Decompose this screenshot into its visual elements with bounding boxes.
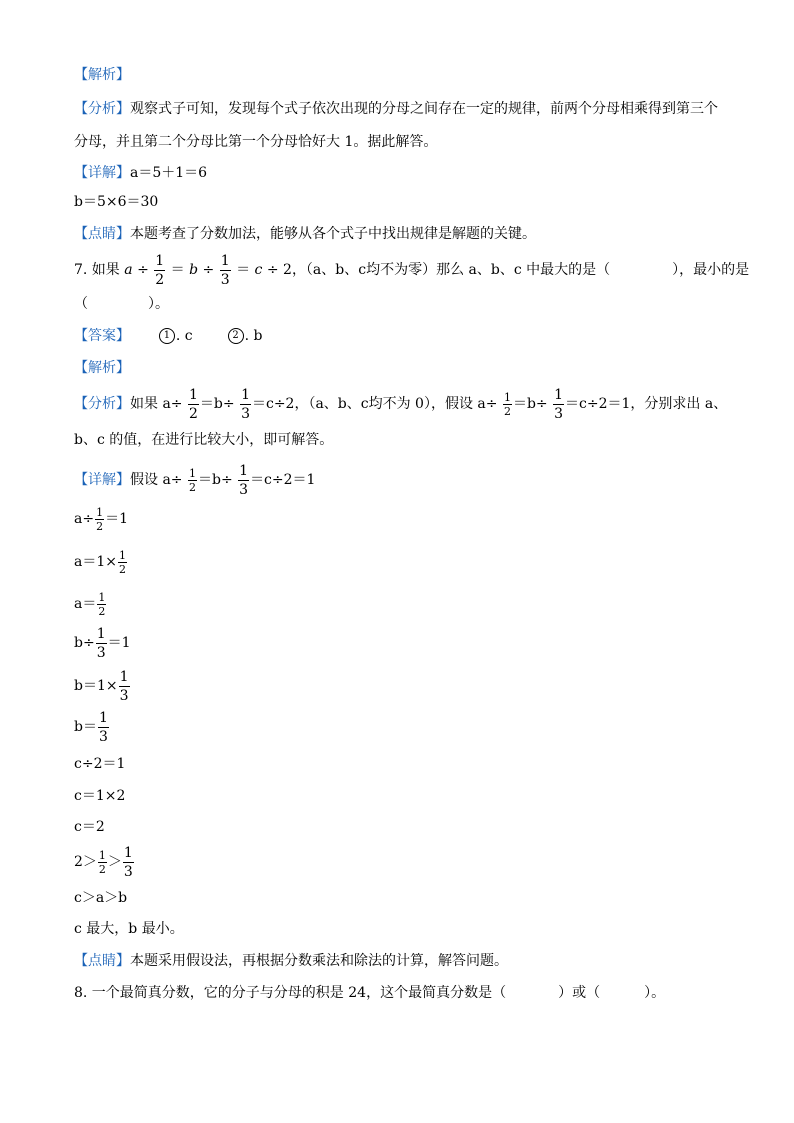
q7-rest2: ），最小的是 — [672, 262, 750, 278]
q7-number: 7. 如果 — [74, 262, 120, 278]
frac-third: $\frac{1}{3}$ — [98, 709, 108, 745]
circled-2: 2 — [228, 328, 244, 344]
circled-1: 1 — [159, 328, 175, 344]
frac-half-small: $\frac{1}{2}$ — [96, 505, 104, 533]
section-analysis-label-2 — [74, 358, 130, 378]
tag-fenxi-2: 【分析】 — [74, 396, 130, 412]
frac-half: $\frac{1}{2}$ — [188, 386, 198, 422]
comment-text: 本题考查了分数加法，能够从各个式子中找出规律是解题的关键。 — [130, 226, 536, 242]
tag-detail: 【详解】 — [74, 165, 130, 181]
frac-half-small: $\frac{1}{2}$ — [98, 590, 106, 618]
frac-third: $\frac{1}{3}$ — [239, 462, 249, 498]
answer-line — [74, 326, 262, 346]
analysis-text-cont: 分母，并且第二个分母比第一个分母恰好大 1。据此解答。 — [74, 134, 438, 150]
frac-half-small: $\frac{1}{2}$ — [188, 466, 196, 494]
q7-var-a: a — [124, 262, 133, 278]
tag-detail-2: 【详解】 — [74, 472, 130, 488]
frac-half-small: $\frac{1}{2}$ — [503, 390, 511, 418]
detail-eq-b: b＝5×6＝30 — [74, 194, 159, 210]
comment-line — [74, 224, 536, 244]
step-1: a÷ $\frac{1}{2}$ ＝1 — [74, 505, 128, 533]
q7-var-c: c — [254, 262, 263, 278]
comment-2: 【点睛】本题采用假设法，再根据分数乘法和除法的计算，解答问题。 — [74, 953, 508, 969]
answer-2: . b — [244, 328, 263, 344]
analysis-text: 观察式子可知，发现每个式子依次出现的分母之间存在一定的规律，前两个分母相乘得到第三个 — [130, 101, 718, 117]
step-2: a＝1× $\frac{1}{2}$ — [74, 548, 126, 576]
frac-third: $\frac{1}{3}$ — [123, 844, 133, 880]
step-9: c＝2 — [74, 819, 105, 835]
detail-2: 【详解】假设 a÷ $\frac{1}{2}$ ＝b÷ $\frac{1}{3}$ ＝c÷2＝1 — [74, 462, 316, 498]
step-6: b＝ $\frac{1}{3}$ — [74, 709, 108, 745]
tag-analysis: 【解析】 — [74, 67, 130, 83]
frac-third: $\frac{1}{3}$ — [241, 386, 250, 422]
analysis-2: 【分析】如果 a÷ $\frac{1}{2}$ ＝b÷ $\frac{1}{3}$ ＝c÷2，（a、b、c均不为 0），假设 a÷ $\frac{1}{2}$ ＝b÷ $\frac{1}{3}$ ＝c÷2＝1，分别求出 a、 — [74, 386, 728, 422]
question-8: 8. 一个最简真分数，它的分子与分母的积是 24，这个最简真分数是（ ）或（ ）。 — [74, 985, 666, 1001]
step-11: c＞a＞b — [74, 890, 128, 906]
section-analysis-label — [74, 65, 130, 85]
question-7: 7. 如果 a ÷ $\frac{1}{2}$ ＝ b ÷ $\frac{1}{3}$ ＝ c ÷ 2，（a、b、c均不为零）那么 a、b、c 中最大的是（ ），最小的是 — [74, 252, 750, 288]
q7-frac-third: $\frac{1}{3}$ — [220, 252, 230, 288]
q7-div: ÷ — [137, 262, 149, 278]
question-7-line-2: （ ）。 — [74, 296, 169, 312]
frac-half-small: $\frac{1}{2}$ — [98, 848, 106, 876]
frac-third: $\frac{1}{3}$ — [119, 668, 129, 704]
tag-analysis-2: 【解析】 — [74, 360, 130, 376]
analysis-2-cont: b、c 的值，在进行比较大小，即可解答。 — [74, 432, 334, 448]
frac-half-small: $\frac{1}{2}$ — [118, 548, 126, 576]
frac-third: $\frac{1}{3}$ — [96, 625, 106, 661]
step-10: 2＞ $\frac{1}{2}$ ＞ $\frac{1}{3}$ — [74, 844, 133, 880]
analysis-paragraph — [74, 99, 718, 119]
step-5: b＝1× $\frac{1}{3}$ — [74, 668, 129, 704]
step-7: c÷2＝1 — [74, 756, 126, 772]
tag-comment: 【点睛】 — [74, 226, 130, 242]
tag-fenxi: 【分析】 — [74, 101, 130, 117]
detail-line-1 — [74, 163, 207, 183]
step-8: c＝1×2 — [74, 788, 126, 804]
answer-1: . c — [175, 328, 193, 344]
q7-frac-half: $\frac{1}{2}$ — [155, 252, 165, 288]
step-12: c 最大，b 最小。 — [74, 921, 184, 937]
frac-third: $\frac{1}{3}$ — [554, 386, 564, 422]
step-3: a＝ $\frac{1}{2}$ — [74, 590, 106, 618]
tag-answer: 【答案】 — [74, 328, 130, 344]
tag-comment-2: 【点睛】 — [74, 953, 130, 969]
q7-var-b: b — [189, 262, 199, 278]
detail-line-2 — [74, 192, 158, 212]
analysis-paragraph-cont — [74, 132, 437, 152]
detail-eq-a: a＝5＋1＝6 — [130, 165, 208, 181]
step-4: b÷ $\frac{1}{3}$ ＝1 — [74, 625, 131, 661]
q7-rest: ，（a、b、c均不为零）那么 a、b、c 中最大的是（ — [291, 262, 611, 278]
